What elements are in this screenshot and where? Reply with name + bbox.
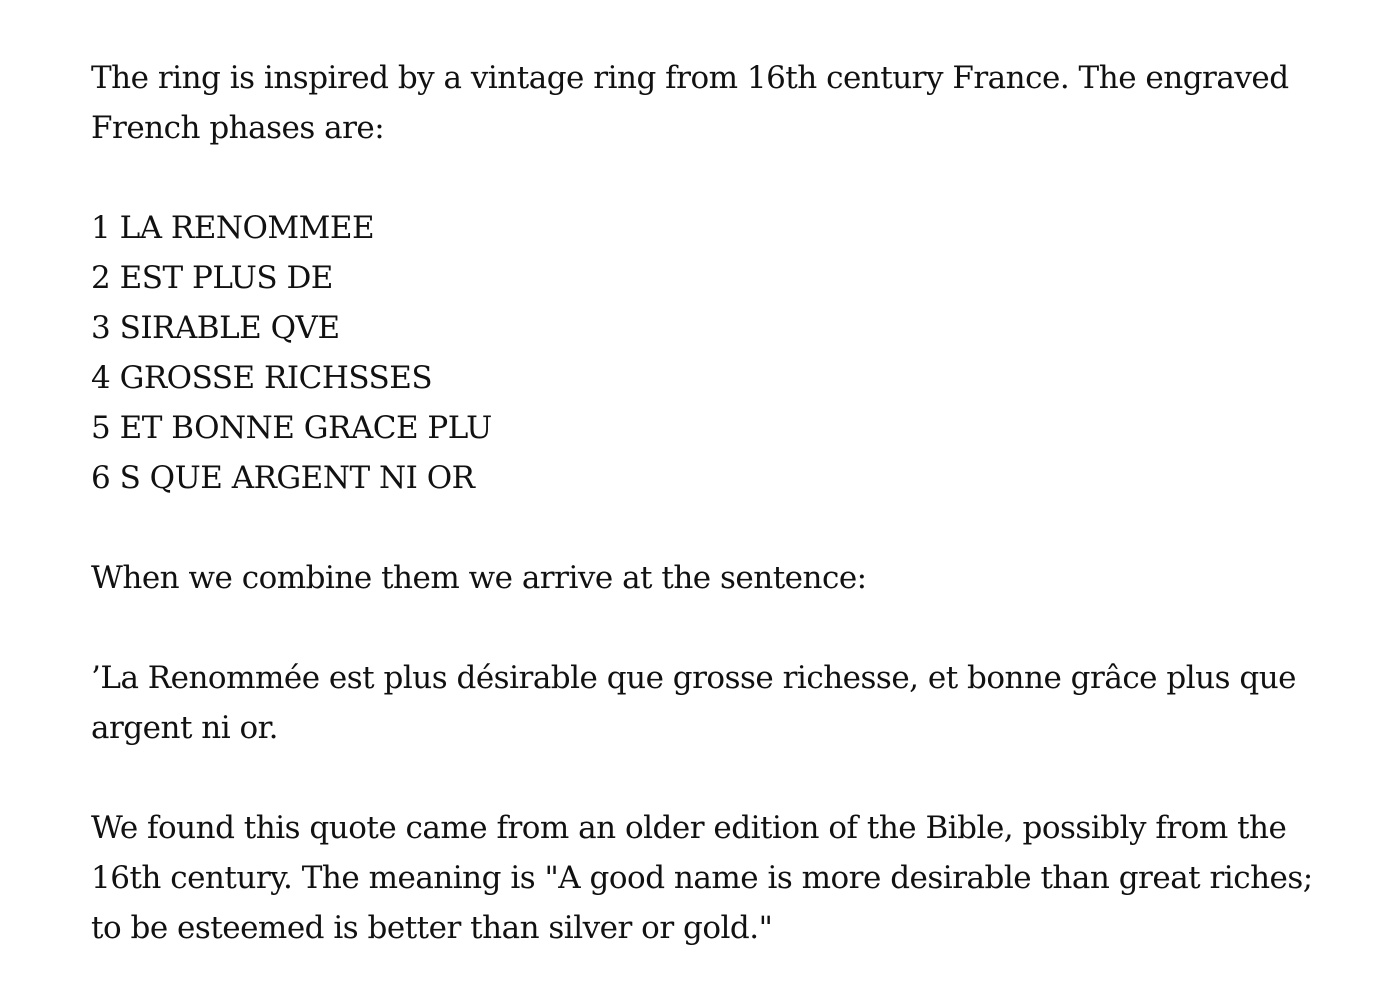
combine-intro-paragraph: When we combine them we arrive at the sentence: bbox=[91, 560, 867, 596]
paragraph-spacer bbox=[91, 753, 1321, 803]
engraved-phrases-list bbox=[91, 203, 1321, 503]
phrase-line-3: 3 SIRABLE QVE bbox=[91, 310, 340, 346]
document-body bbox=[91, 53, 1321, 953]
paragraph-spacer bbox=[91, 153, 1321, 203]
conclusion-paragraph: We found this quote came from an older edition of the Bible, possibly from the 16th century. The meaning is "A good name is more desirable than great riches; to be esteemed is better than silver or gold." bbox=[91, 810, 1313, 946]
phrase-line-5: 5 ET BONNE GRACE PLU bbox=[91, 410, 492, 446]
phrase-line-1: 1 LA RENOMMEE bbox=[91, 210, 375, 246]
intro-paragraph: The ring is inspired by a vintage ring from 16th century France. The engraved French phases are: bbox=[91, 60, 1289, 146]
phrase-line-4: 4 GROSSE RICHSSES bbox=[91, 360, 433, 396]
phrase-line-2: 2 EST PLUS DE bbox=[91, 260, 333, 296]
paragraph-spacer bbox=[91, 603, 1321, 653]
phrase-line-6: 6 S QUE ARGENT NI OR bbox=[91, 460, 475, 496]
combined-sentence-paragraph: ’La Renommée est plus désirable que grosse richesse, et bonne grâce plus que argent ni or. bbox=[91, 660, 1297, 746]
paragraph-spacer bbox=[91, 503, 1321, 553]
